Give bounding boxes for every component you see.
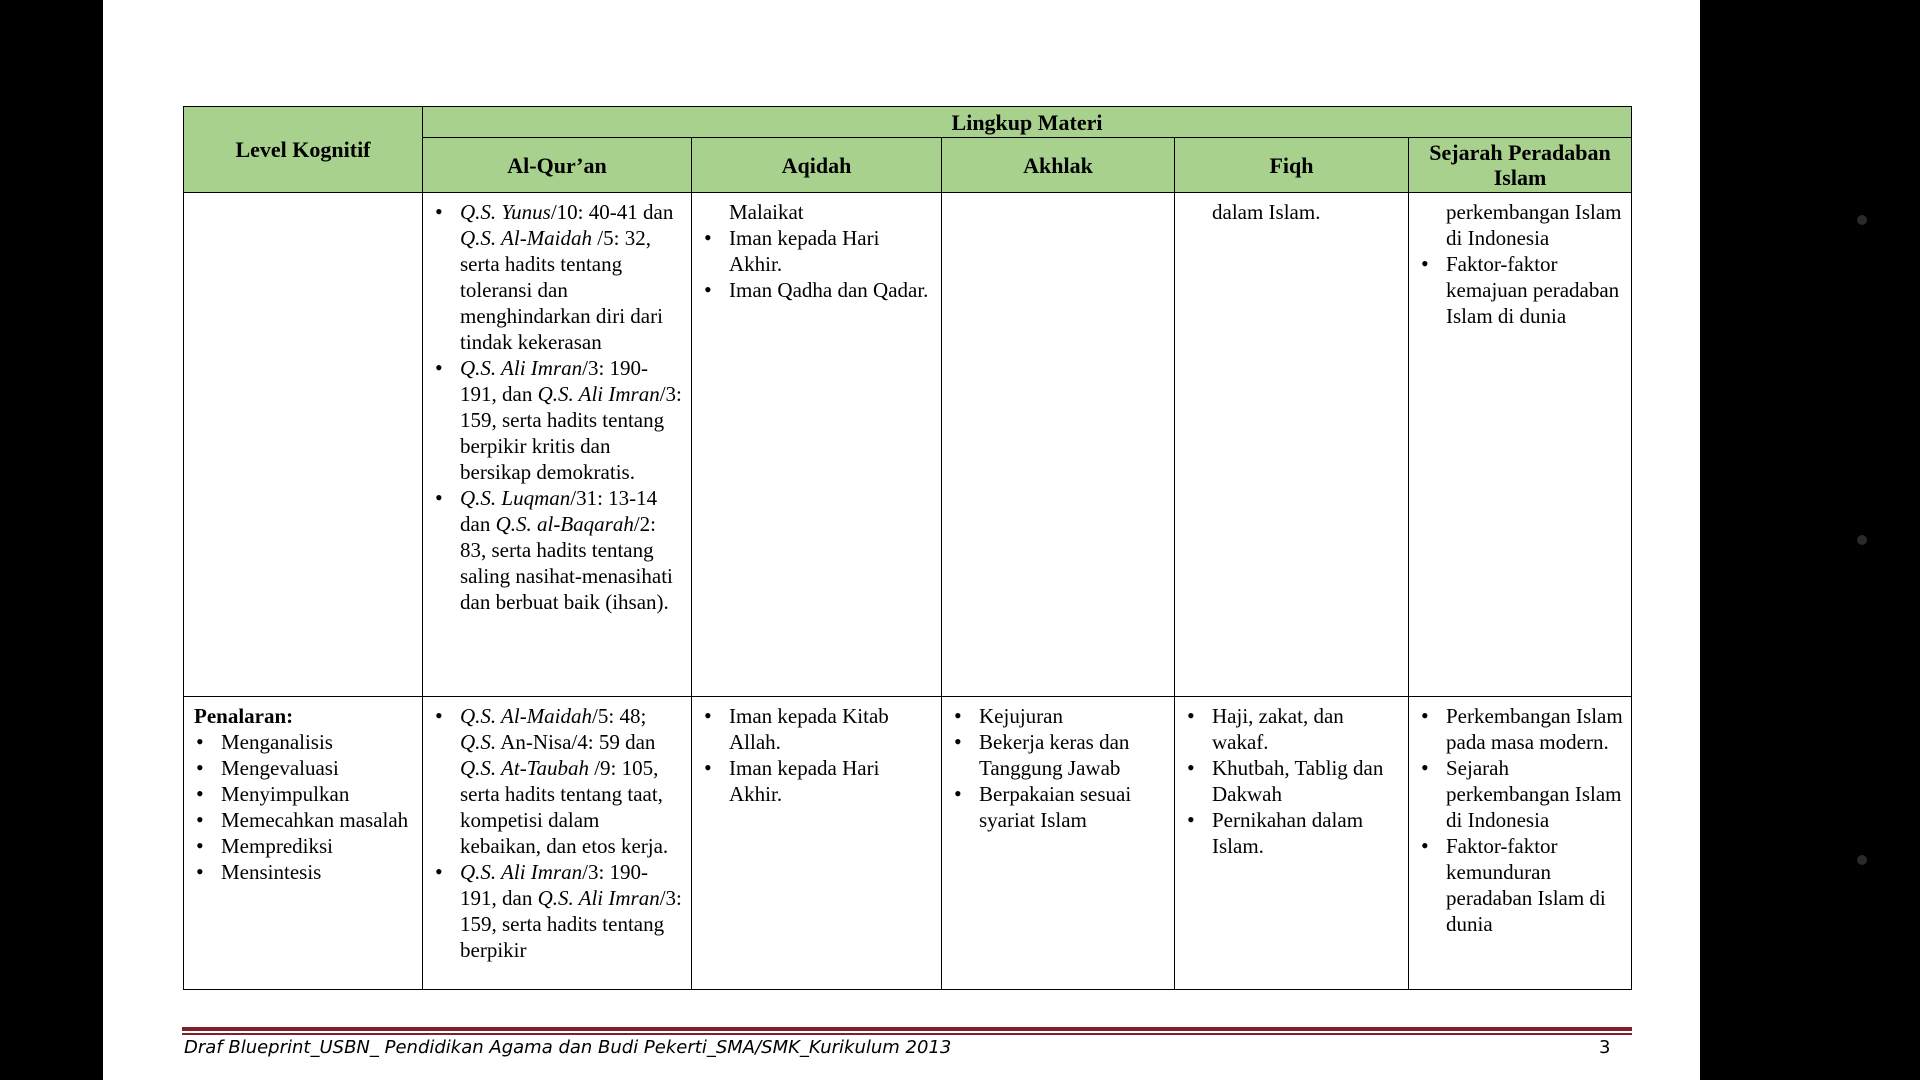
row1-fiqh-continued	[1185, 199, 1400, 225]
list-item: • Bekerja keras dan Tanggung Jawab	[952, 729, 1166, 781]
row1-aqidah-cell	[692, 193, 942, 697]
verse-reference: Q.S. Luqman	[460, 486, 571, 510]
scroll-indicator-dot[interactable]	[1857, 215, 1867, 225]
row1-aqidah-continued	[702, 199, 933, 225]
list-item-text: /5: 32, serta hadits tentang toleransi dan menghindarkan diri dari tindak kekerasan	[460, 226, 663, 354]
list-item: • Faktor-faktor kemajuan peradaban Islam di dunia	[1419, 251, 1623, 329]
row1-fiqh-cell	[1175, 193, 1409, 697]
subheader-alquran: Al-Qur’an	[423, 138, 692, 193]
list-item: • Faktor-faktor kemunduran peradaban Islam di dunia	[1419, 833, 1623, 937]
list-item: • Perkembangan Islam pada masa modern.	[1419, 703, 1623, 755]
footer-rule	[182, 1027, 1632, 1031]
list-item: • Haji, zakat, dan wakaf.	[1185, 703, 1400, 755]
row2-level-list	[194, 729, 414, 885]
row2-aqidah-cell	[692, 697, 942, 990]
scroll-indicator-dot[interactable]	[1857, 855, 1867, 865]
verse-reference: Q.S. Ali Imran	[537, 382, 660, 406]
table-row	[184, 697, 1632, 990]
list-item-text: /3: 190-191, dan	[460, 356, 649, 406]
list-item: perkembangan Islam di Indonesia	[1446, 200, 1622, 250]
list-item: • Berpakaian sesuai syariat Islam	[952, 781, 1166, 833]
list-item: • Memprediksi	[194, 833, 414, 859]
list-item: • Memecahkan masalah	[194, 807, 414, 833]
row2-level-cell	[184, 697, 423, 990]
row1-level-cell	[184, 193, 423, 697]
row2-fiqh-list	[1185, 703, 1400, 859]
subheader-fiqh: Fiqh	[1175, 138, 1409, 193]
row2-level-heading: Penalaran:	[194, 704, 294, 728]
verse-reference: Q.S. Ali Imran	[460, 356, 583, 380]
row2-akhlak-cell	[942, 697, 1175, 990]
row1-aqidah-list	[702, 225, 933, 303]
row2-alquran-list	[433, 703, 683, 963]
list-item-text: An-Nisa/4: 59 dan	[496, 730, 656, 754]
scroll-indicator-dot[interactable]	[1857, 535, 1867, 545]
row2-alquran-cell	[423, 697, 692, 990]
list-item: • Kejujuran	[952, 703, 1166, 729]
list-item-text: /9: 105, serta hadits tentang taat, kompetisi dalam kebaikan, dan etos kerja.	[460, 756, 669, 858]
list-item-text: /2: 83, serta hadits tentang saling nasihat-menasihati dan berbuat baik (ihsan).	[460, 512, 673, 614]
list-item: • Iman kepada Hari Akhir.	[702, 225, 933, 277]
footer-rule-thin	[182, 1033, 1632, 1035]
row1-akhlak-cell	[942, 193, 1175, 697]
list-item: • Menyimpulkan	[194, 781, 414, 807]
subheader-sejarah: Sejarah Peradaban Islam	[1409, 138, 1632, 193]
row2-fiqh-cell	[1175, 697, 1409, 990]
list-item	[433, 355, 683, 485]
list-item: Malaikat	[729, 200, 804, 224]
list-item: • Menganalisis	[194, 729, 414, 755]
list-item: dalam Islam.	[1212, 200, 1321, 224]
list-item: • Khutbah, Tablig dan Dakwah	[1185, 755, 1400, 807]
list-item	[433, 859, 683, 963]
list-item: • Iman Qadha dan Qadar.	[702, 277, 933, 303]
verse-reference: Q.S. al-Baqarah	[495, 512, 634, 536]
row1-alquran-cell	[423, 193, 692, 697]
subheader-akhlak: Akhlak	[942, 138, 1175, 193]
page-number: 3	[1599, 1037, 1611, 1058]
list-item: • Mensintesis	[194, 859, 414, 885]
list-item	[433, 703, 683, 859]
footer-text: Draf Blueprint_USBN_ Pendidikan Agama dan Budi Pekerti_SMA/SMK_Kurikulum 2013	[184, 1037, 952, 1058]
list-item-text: /5: 48;	[592, 704, 647, 728]
row1-alquran-list	[433, 199, 683, 615]
list-item	[433, 485, 683, 615]
list-item-text: /3: 190-191, dan	[460, 860, 649, 910]
row1-sejarah-cell	[1409, 193, 1632, 697]
row1-sejarah-list	[1419, 251, 1623, 329]
subheader-aqidah: Aqidah	[692, 138, 942, 193]
list-item: • Sejarah perkembangan Islam di Indonesia	[1419, 755, 1623, 833]
header-lingkup-materi: Lingkup Materi	[423, 107, 1632, 138]
list-item-text: /3: 159, serta hadits tentang berpikir kritis dan bersikap demokratis.	[460, 382, 682, 484]
list-item-text: /31: 13-14 dan	[460, 486, 658, 536]
table-row	[184, 193, 1632, 697]
verse-reference: Q.S. At-Taubah	[460, 756, 589, 780]
verse-reference: Q.S. Ali Imran	[537, 886, 660, 910]
document-page	[103, 0, 1700, 1080]
list-item: • Iman kepada Hari Akhir.	[702, 755, 933, 807]
verse-reference: Q.S. Al-Maidah	[460, 704, 593, 728]
header-level-kognitif: Level Kognitif	[184, 107, 423, 193]
row2-sejarah-list	[1419, 703, 1623, 937]
list-item: • Iman kepada Kitab Allah.	[702, 703, 933, 755]
list-item	[433, 199, 683, 355]
row1-sejarah-continued	[1419, 199, 1623, 251]
list-item: • Mengevaluasi	[194, 755, 414, 781]
row2-sejarah-cell	[1409, 697, 1632, 990]
row2-aqidah-list	[702, 703, 933, 807]
list-item-text: /3: 159, serta hadits tentang berpikir	[460, 886, 682, 962]
verse-reference: Q.S. Yunus	[460, 200, 551, 224]
blueprint-table	[183, 106, 1632, 990]
row2-akhlak-list	[952, 703, 1166, 833]
list-item: • Pernikahan dalam Islam.	[1185, 807, 1400, 859]
verse-reference: Q.S.	[460, 730, 497, 754]
verse-reference: Q.S. Al-Maidah	[460, 226, 593, 250]
verse-reference: Q.S. Ali Imran	[460, 860, 583, 884]
list-item-text: /10: 40-41 dan	[550, 200, 674, 224]
